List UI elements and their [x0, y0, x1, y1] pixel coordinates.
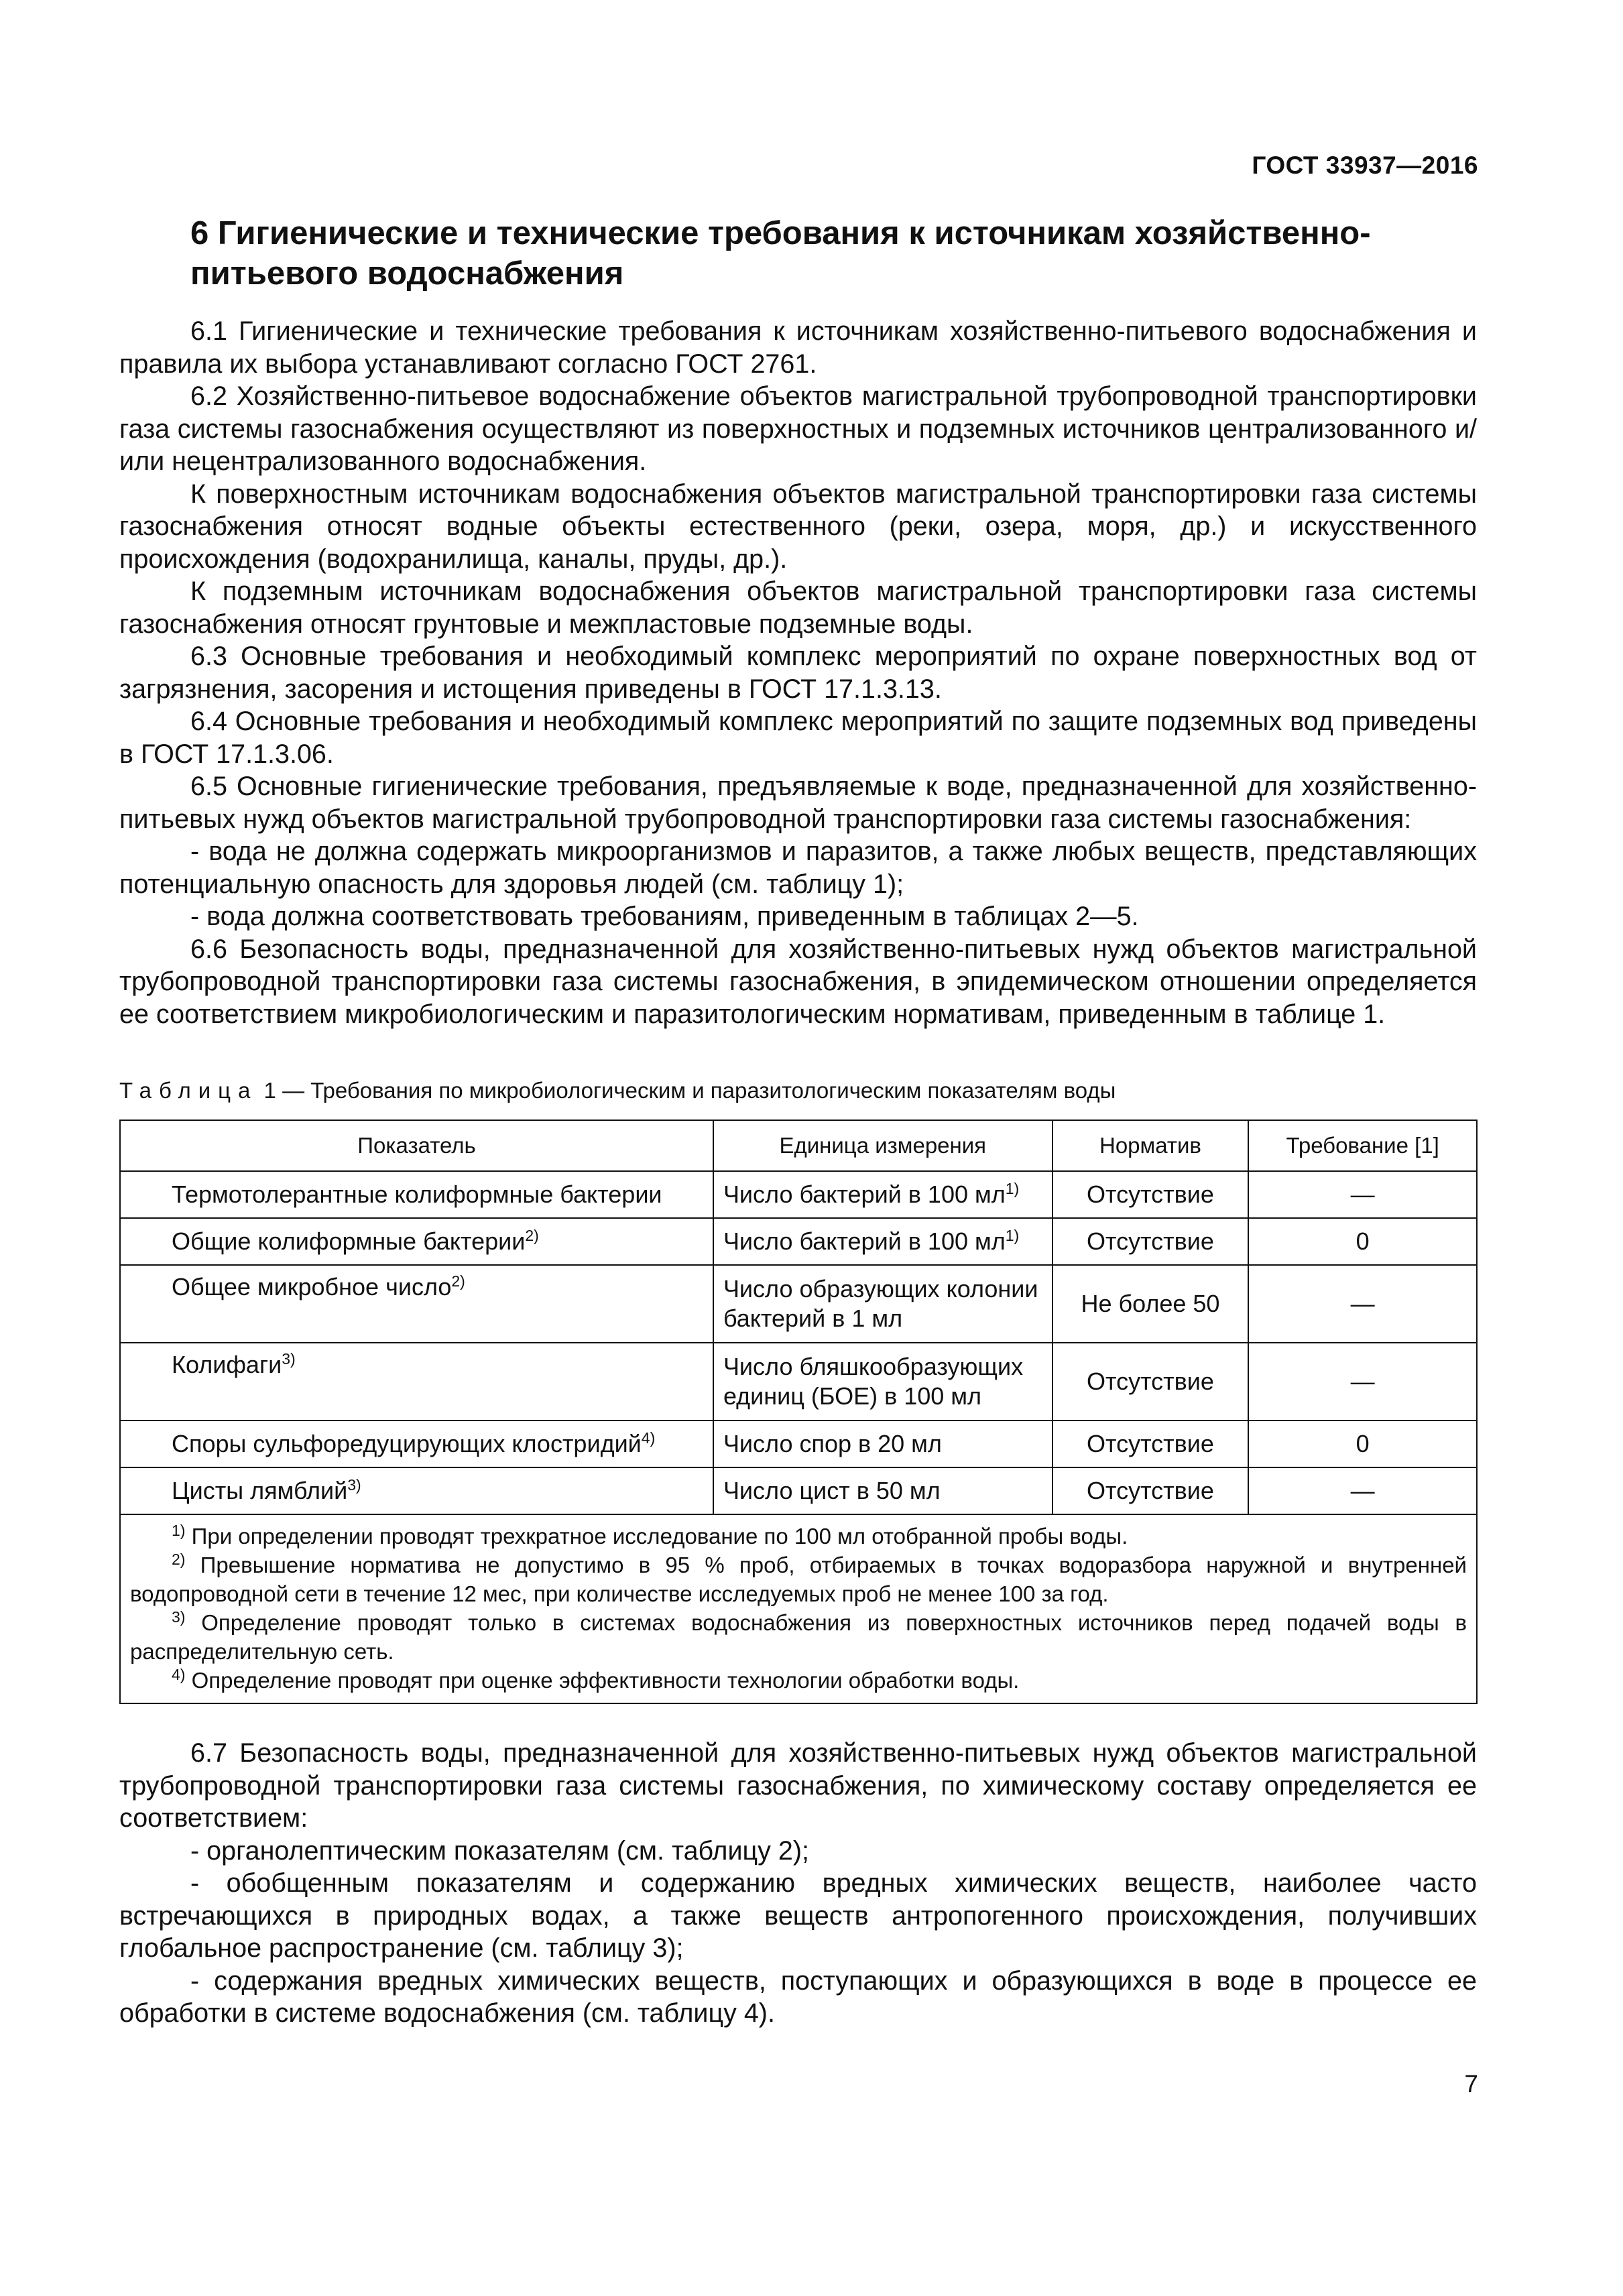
section-title-line-2: питьевого водоснабжения [190, 255, 624, 292]
indicator-cell: Колифаги$^{3)}$ [120, 1343, 713, 1421]
footnote: $^{4)}$ Определение проводят при оценке эффективности технологии обработки воды. [172, 1666, 1020, 1693]
footnote: $^{3)}$ Определение проводят только в системах водоснабжения из поверхностных источников перед подачей воды в распределительную сеть. [130, 1608, 1467, 1664]
table-row [120, 1343, 1477, 1421]
section-title [190, 213, 1464, 294]
column-header-unit: Единица измерения [713, 1120, 1053, 1171]
footnote: $^{2)}$ Превышение норматива не допустимо в 95 % проб, отбираемых в точках водоразбора наружной и внутренней водопроводной сети в течение 12 мес, при количестве исследуемых проб не менее 100 за год. [130, 1551, 1467, 1606]
paragraph-surface-sources: К поверхностным источникам водоснабжения объектов магистральной транспортировки газа системы газоснабжения относят водные объекты естественного (реки, озера, моря, др.) и искусственного происхождения (водохранилища, каналы, пруды, др.). [119, 479, 1477, 574]
table-row [120, 1421, 1477, 1467]
norm-cell: Отсутствие [1053, 1421, 1249, 1467]
norm-cell: Отсутствие [1053, 1343, 1249, 1421]
list-item: - содержания вредных химических веществ, поступающих и образующихся в воде в процессе ее обработки в системе водоснабжения (см. таблицу 4). [119, 1966, 1477, 2028]
body-text-top [119, 315, 1477, 1030]
table-caption [119, 1075, 1116, 1106]
table-footnotes-row [120, 1514, 1477, 1703]
requirement-cell: — [1248, 1265, 1477, 1343]
norm-cell: Не более 50 [1053, 1265, 1249, 1343]
table-row [120, 1218, 1477, 1265]
indicator-cell: Споры сульфоредуцирующих клостридий$^{4)}$ [120, 1421, 713, 1467]
norm-cell: Отсутствие [1053, 1467, 1249, 1514]
indicator-cell: Общие колиформные бактерии$^{2)}$ [120, 1218, 713, 1265]
requirement-cell: — [1248, 1467, 1477, 1514]
paragraph-6-4: 6.4 Основные требования и необходимый комплекс мероприятий по защите подземных вод приведены в ГОСТ 17.1.3.06. [119, 707, 1477, 769]
table-caption-label: Таблица [119, 1078, 258, 1103]
table-header-row [120, 1120, 1477, 1171]
paragraph-underground-sources: К подземным источникам водоснабжения объектов магистральной транспортировки газа системы газоснабжения относят грунтовые и межпластовые подземные воды. [119, 577, 1477, 639]
section-title-line-1: 6 Гигиенические и технические требования к источникам хозяйственно- [190, 215, 1371, 251]
table-microbiological-requirements [119, 1120, 1478, 1704]
requirement-cell: 0 [1248, 1421, 1477, 1467]
paragraph-6-7: 6.7 Безопасность воды, предназначенной для хозяйственно-питьевых нужд объектов магистральной трубопроводной транспортировки газа системы газоснабжения, по химическому составу определяется ее соответствием: [119, 1738, 1477, 1833]
indicator-cell: Термотолерантные колиформные бактерии [120, 1171, 713, 1218]
table-caption-text: 1 — Требования по микробиологическим и паразитологическим показателям воды [257, 1078, 1116, 1103]
requirement-cell: — [1248, 1171, 1477, 1218]
unit-cell: Число бактерий в 100 $мл^{1)}$ [713, 1171, 1053, 1218]
indicator-cell: Общее микробное число$^{2)}$ [120, 1265, 713, 1343]
list-item: - обобщенным показателям и содержанию вредных химических веществ, наиболее часто встречающихся в природных водах, а также веществ антропогенного происхождения, получивших глобальное распространение (см. таблицу 3); [119, 1868, 1477, 1963]
requirement-cell: 0 [1248, 1218, 1477, 1265]
list-item: - органолептическим показателям (см. таблицу 2); [190, 1835, 809, 1866]
column-header-indicator: Показатель [120, 1120, 713, 1171]
norm-cell: Отсутствие [1053, 1171, 1249, 1218]
paragraph-6-1: 6.1 Гигиенические и технические требования к источникам хозяйственно-питьевого водоснабжения и правила их выбора устанавливают согласно ГОСТ 2761. [119, 316, 1477, 379]
list-item: - вода должна соответствовать требованиям, приведенным в таблицах 2—5. [190, 902, 1139, 931]
requirement-cell: — [1248, 1343, 1477, 1421]
table-row [120, 1467, 1477, 1514]
body-text-bottom [119, 1737, 1477, 2030]
unit-cell: Число спор в 20 мл [713, 1421, 1053, 1467]
page-number: 7 [1464, 2070, 1478, 2098]
column-header-requirement: Требование [1] [1248, 1120, 1477, 1171]
paragraph-6-2: 6.2 Хозяйственно-питьевое водоснабжение объектов магистральной трубопроводной транспортировки газа системы газоснабжения осуществляют из поверхностных и подземных источников централизованного и/или нецентрализованного водоснабжения. [119, 381, 1477, 476]
document-code: ГОСТ 33937—2016 [1252, 152, 1478, 179]
unit-cell: Число бляшкообразующих единиц (БОЕ) в 100 мл [713, 1343, 1053, 1421]
norm-cell: Отсутствие [1053, 1218, 1249, 1265]
indicator-cell: Цисты лямблий$^{3)}$ [120, 1467, 713, 1514]
table-footnotes [120, 1514, 1477, 1703]
paragraph-6-3: 6.3 Основные требования и необходимый комплекс мероприятий по охране поверхностных вод от загрязнения, засорения и истощения приведены в ГОСТ 17.1.3.13. [119, 642, 1477, 704]
paragraph-6-5: 6.5 Основные гигиенические требования, предъявляемые к воде, предназначенной для хозяйственно-питьевых нужд объектов магистральной трубопроводной транспортировки газа системы газоснабжения: [119, 772, 1477, 834]
unit-cell: Число цист в 50 мл [713, 1467, 1053, 1514]
paragraph-6-6: 6.6 Безопасность воды, предназначенной для хозяйственно-питьевых нужд объектов магистральной трубопроводной транспортировки газа системы газоснабжения, в эпидемическом отношении определяется ее соответствием микробиологическим и паразитологическим нормативам, приведенным в таблице 1. [119, 934, 1477, 1029]
column-header-norm: Норматив [1053, 1120, 1249, 1171]
table-row [120, 1265, 1477, 1343]
list-item: - вода не должна содержать микроорганизмов и паразитов, а также любых веществ, представляющих потенциальную опасность для здоровья людей (см. таблицу 1); [119, 837, 1477, 899]
unit-cell: Число бактерий в 100 $мл^{1)}$ [713, 1218, 1053, 1265]
table-row [120, 1171, 1477, 1218]
footnote: $^{1)}$ При определении проводят трехкратное исследование по 100 мл отобранной пробы воды. [172, 1522, 1128, 1549]
unit-cell: Число образующих колонии бактерий в 1 мл [713, 1265, 1053, 1343]
